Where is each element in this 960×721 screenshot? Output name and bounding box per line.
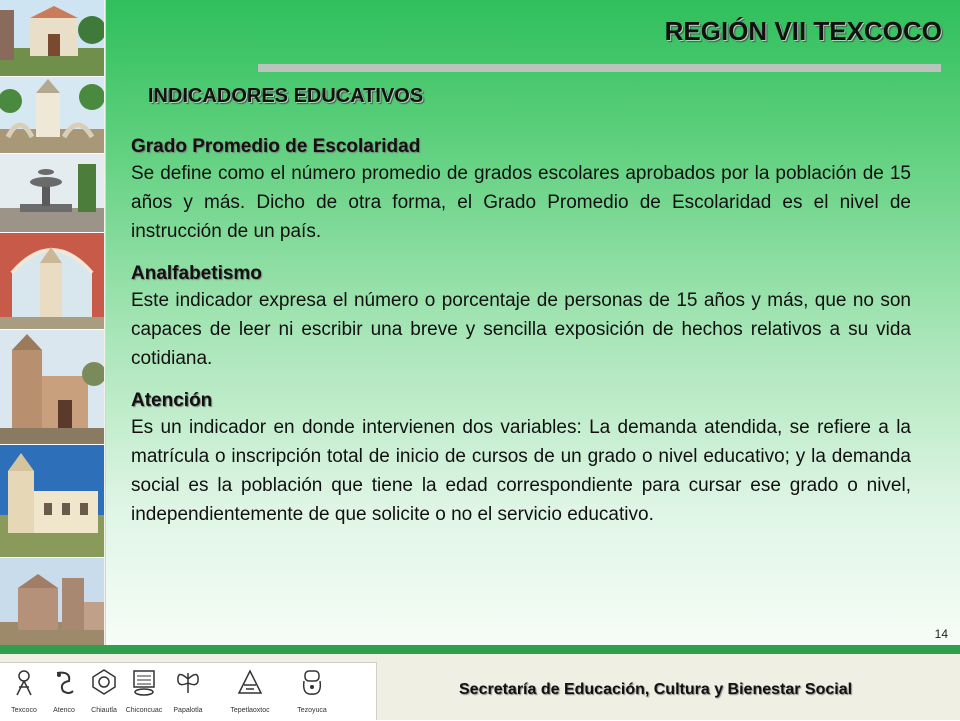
convent-photo: [0, 445, 104, 559]
arch-church-photo: [0, 233, 104, 331]
municipio-tezoyuca: [290, 667, 334, 714]
indicator-block-analfabetismo: [131, 262, 911, 373]
region-title: REGIÓN VII TEXCOCO: [664, 16, 942, 46]
municipio-label: Tezoyuca: [297, 707, 327, 714]
municipio-label: Chiconcuac: [125, 707, 163, 714]
indicator-definition: Es un indicador en donde intervienen dos variables: La demanda atendida, se refiere a la matrícula o inscripción total de inicio de cursos de un grado o nivel educativo; y la demanda social es la población que tiene la edad correspondiente para cursar ese grado o nivel, independientemente de que solicite o no el servicio educativo.: [131, 417, 911, 525]
chiconcuac-glyph-icon: [129, 667, 159, 697]
municipio-icons: [0, 662, 376, 721]
indicator-term: Grado Promedio de Escolaridad: [131, 136, 421, 157]
church-photo-1: [0, 0, 104, 78]
texcoco-glyph-icon: [9, 667, 39, 697]
stone-church-photo: [0, 330, 104, 446]
municipio-texcoco: [2, 667, 46, 714]
indicator-term: Atención: [131, 390, 213, 411]
indicator-block-escolaridad: [131, 135, 911, 246]
photo-strip: [0, 0, 106, 652]
tepetlaoxtoc-glyph-icon: [235, 667, 265, 697]
footer-divider: [376, 662, 377, 720]
municipio-label: Papalotla: [173, 707, 203, 714]
municipio-label: Chiautla: [91, 707, 117, 714]
fountain-photo: [0, 154, 104, 234]
atenco-glyph-icon: [49, 667, 79, 697]
municipio-chiautla: [82, 667, 126, 714]
page-number: 14: [934, 627, 948, 641]
footer: [0, 654, 960, 720]
secretaria-name: Secretaría de Educación, Cultura y Bienestar Social: [459, 681, 853, 698]
municipio-label: Tepetlaoxtoc: [230, 707, 270, 714]
papalotla-glyph-icon: [173, 667, 203, 697]
church-photo-2: [0, 77, 104, 155]
section-title: INDICADORES EDUCATIVOS: [148, 85, 424, 107]
municipio-papalotla: [166, 667, 210, 714]
ruins-photo: [0, 558, 104, 652]
title-rule: [258, 64, 941, 72]
indicator-block-atencion: [131, 389, 911, 529]
indicator-definition: Se define como el número promedio de grados escolares aprobados por la población de 15 años y más. Dicho de otra forma, el Grado Promedio de Escolaridad es el nivel de instrucción de un país.: [131, 163, 911, 242]
footer-bar: [0, 645, 960, 654]
municipio-atenco: [42, 667, 86, 714]
tezoyuca-glyph-icon: [297, 667, 327, 697]
indicators-content: [131, 135, 911, 545]
chiautla-glyph-icon: [89, 667, 119, 697]
indicator-term: Analfabetismo: [131, 263, 262, 284]
municipio-chiconcuac: [122, 667, 166, 714]
municipio-label: Atenco: [53, 707, 75, 714]
indicator-definition: Este indicador expresa el número o porcentaje de personas de 15 años y más, que no son capaces de leer ni escribir una breve y sencilla exposición de hechos relativos a su vida cotidiana.: [131, 290, 911, 369]
municipio-label: Texcoco: [11, 707, 37, 714]
municipio-tepetlaoxtoc: [228, 667, 272, 714]
